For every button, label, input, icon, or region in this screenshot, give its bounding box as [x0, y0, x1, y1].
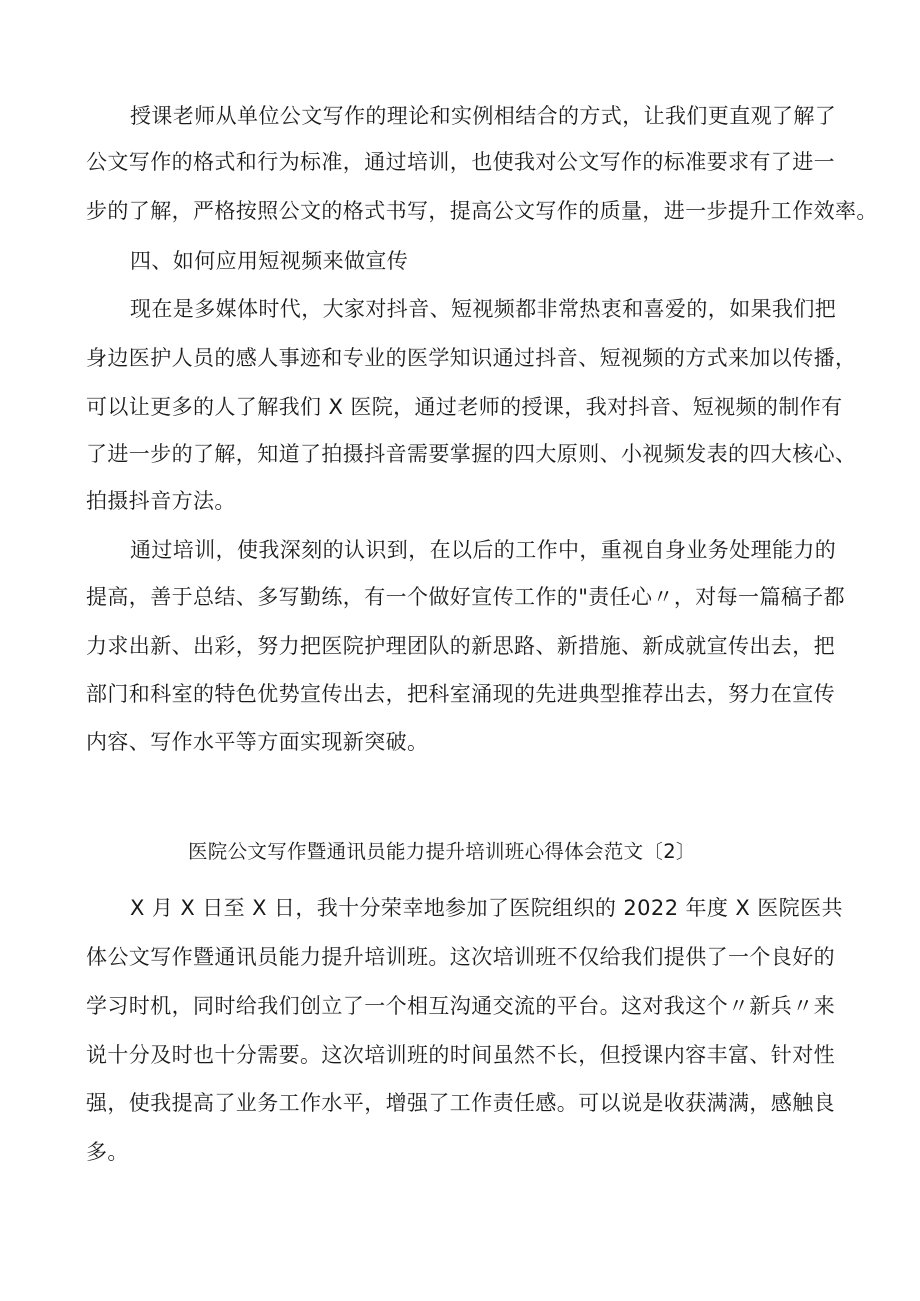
text-line: 了进一步的了解，知道了拍摄抖音需要掌握的四大原则、小视频发表的四大核心、	[86, 442, 857, 466]
text-line: 体公文写作暨通讯员能力提升培训班。这次培训班不仅给我们提供了一个良好的	[86, 945, 835, 969]
text-line: 现在是多媒体时代，大家对抖音、短视频都非常热衷和喜爱的，如果我们把	[130, 297, 837, 321]
text-line: 内容、写作水平等方面实现新突破。	[86, 730, 429, 754]
text-line: 公文写作的格式和行为标准，通过培训，也使我对公文写作的标准要求有了进一	[86, 150, 835, 174]
text-line: X 月 X 日至 X 日，我十分荣幸地参加了医院组织的 2022 年度 X 医院医共	[130, 896, 843, 920]
text-line: 说十分及时也十分需要。这次培训班的时间虽然不长，但授课内容丰富、针对性	[86, 1043, 835, 1067]
text-line: 授课老师从单位公文写作的理论和实例相结合的方式，让我们更直观了解了	[130, 104, 837, 128]
text-line: 强，使我提高了业务工作水平，增强了工作责任感。可以说是收获满满，感触良	[86, 1091, 835, 1115]
text-line: 通过培训，使我深刻的认识到，在以后的工作中，重视自身业务处理能力的	[130, 538, 837, 562]
text-line: 可以让更多的人了解我们 X 医院，通过老师的授课，我对抖音、短视频的制作有	[86, 395, 843, 419]
section-heading-short-video: 四、如何应用短视频来做宣传	[130, 249, 409, 273]
text-line: 力求出新、出彩，努力把医院护理团队的新思路、新措施、新成就宣传出去，把	[86, 634, 835, 658]
text-line: 提高，善于总结、多写勤练，有一个做好宣传工作的"责任心〃，对每一篇稿子都	[86, 585, 846, 609]
text-line: 身边医护人员的感人事迹和专业的医学知识通过抖音、短视频的方式来加以传播，	[86, 346, 857, 370]
document-title: 医院公文写作暨通讯员能力提升培训班心得体会范文〔2〕	[188, 840, 696, 863]
text-line: 步的了解，严格按照公文的格式书写，提高公文写作的质量，进一步提升工作效率。	[86, 199, 878, 223]
text-line: 部门和科室的特色优势宣传出去，把科室涌现的先进典型推荐出去，努力在宣传	[86, 682, 835, 706]
text-line: 拍摄抖音方法。	[86, 489, 236, 513]
text-line: 学习时机，同时给我们创立了一个相互沟通交流的平台。这对我这个〃新兵〃来	[86, 994, 835, 1018]
text-line: 多。	[86, 1140, 129, 1164]
